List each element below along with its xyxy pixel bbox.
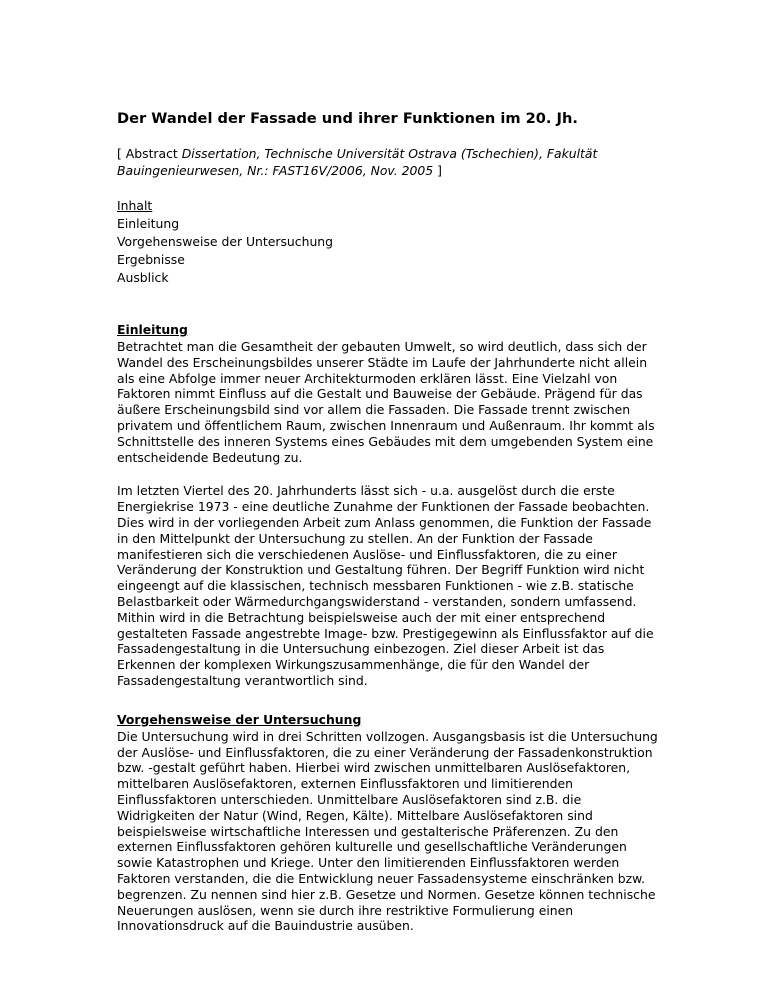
paragraph-line: Die Untersuchung wird in drei Schritten vollzogen. Ausgangsbasis ist die Untersuchung xyxy=(117,728,658,744)
toc-item-ausblick: Ausblick xyxy=(117,270,169,285)
toc-item-einleitung: Einleitung xyxy=(117,216,180,231)
paragraph-line: privatem und öffentlichem Raum, zwischen Innenraum und Außenraum. Ihr kommt als xyxy=(117,417,655,433)
section-heading: Vorgehensweise der Untersuchung xyxy=(117,711,362,727)
paragraph-line: gestalteten Fassade angestrebte Image- bzw. Prestigegewinn als Einflussfaktor auf die xyxy=(117,625,654,641)
abstract-citation xyxy=(117,145,662,179)
paragraph-line: Erkennen der komplexen Wirkungszusammenhänge, die für den Wandel der xyxy=(117,657,590,673)
paragraph-line: Dies wird in der vorliegenden Arbeit zum Anlass genommen, die Funktion der Fassade xyxy=(117,514,652,530)
section-heading: Einleitung xyxy=(117,322,188,337)
paragraph-line: sowie Katastrophen und Kriege. Unter den limitierenden Einflussfaktoren werden xyxy=(117,855,620,871)
paragraph-line: eingeengt auf die klassischen, technisch messbaren Funktionen - wie z.B. statische xyxy=(117,578,634,594)
paragraph-line: Mithin wird in die Betrachtung beispielsweise auch der mit einer entsprechend xyxy=(117,609,606,625)
paragraph xyxy=(117,483,662,688)
paragraph xyxy=(117,729,662,934)
paragraph-line: Fassadengestaltung in die Untersuchung einbezogen. Ziel dieser Arbeit ist das xyxy=(117,641,605,657)
paragraph-line: Schnittstelle des inneren Systems eines Gebäudes mit dem umgebenden System eine xyxy=(117,433,654,449)
toc-item-ergebnisse: Ergebnisse xyxy=(117,252,185,267)
paragraph-line: begrenzen. Zu nennen sind hier z.B. Gesetze und Normen. Gesetze können technische xyxy=(117,886,656,902)
paragraph-line: Veränderung der Konstruktion und Gestaltung führen. Der Begriff Funktion wird nicht xyxy=(117,562,645,578)
abstract-close: ] xyxy=(433,163,442,178)
document-page xyxy=(117,110,662,934)
paragraph-line: beispielsweise wirtschaftliche Interessen und gestalterische Präferenzen. Zu den xyxy=(117,823,619,839)
paragraph-line: Betrachtet man die Gesamtheit der gebauten Umwelt, so wird deutlich, dass sich der xyxy=(117,339,647,354)
toc-heading: Inhalt xyxy=(117,198,153,213)
document-body xyxy=(117,321,662,934)
paragraph-line: Widrigkeiten der Natur (Wind, Regen, Kälte). Mittelbare Auslösefaktoren sind xyxy=(117,807,593,823)
abstract-source-line-2: Bauingenieurwesen, Nr.: FAST16V/2006, Nov. 2005 xyxy=(117,163,434,178)
abstract-open: [ Abstract xyxy=(117,146,182,161)
abstract-source-line-1: Dissertation, Technische Universität Ostrava (Tschechien), Fakultät xyxy=(181,146,598,161)
document-title: Der Wandel der Fassade und ihrer Funktionen im 20. Jh. xyxy=(117,110,578,127)
paragraph-line: Einflussfaktoren unterschieden. Unmittelbare Auslösefaktoren sind z.B. die xyxy=(117,791,582,807)
paragraph-line: Wandel des Erscheinungsbildes unserer Städte im Laufe der Jahrhunderte nicht allein xyxy=(117,354,648,370)
paragraph-line: als eine Abfolge immer neuer Architekturmoden erklären lässt. Eine Vielzahl von xyxy=(117,370,618,386)
paragraph-line: Faktoren verstanden, die die Entwicklung neuer Fassadensysteme einschränken bzw. xyxy=(117,870,646,886)
paragraph-line: Fassadengestaltung verantwortlich sind. xyxy=(117,672,368,688)
paragraph-line: Neuerungen auslösen, wenn sie durch ihre restriktive Formulierung einen xyxy=(117,902,574,918)
section-1 xyxy=(117,711,662,934)
paragraph-line: in den Mittelpunkt der Untersuchung zu stellen. An der Funktion der Fassade xyxy=(117,530,593,546)
paragraph-line: mittelbaren Auslösefaktoren, externen Einflussfaktoren und limitierenden xyxy=(117,776,573,792)
toc-item-vorgehensweise: Vorgehensweise der Untersuchung xyxy=(117,234,334,249)
paragraph xyxy=(117,339,662,465)
paragraph-line: Energiekrise 1973 - eine deutliche Zunahme der Funktionen der Fassade beobachten. xyxy=(117,499,650,515)
paragraph-line: der Auslöse- und Einflussfaktoren, die zu einer Veränderung der Fassadenkonstruktion xyxy=(117,744,653,760)
paragraph-line: Im letzten Viertel des 20. Jahrhunderts lässt sich - u.a. ausgelöst durch die erste xyxy=(117,483,615,499)
paragraph-line: Belastbarkeit oder Wärmedurchgangswiderstand - verstanden, sondern umfassend. xyxy=(117,593,637,609)
paragraph-line: Faktoren nimmt Einfluss auf die Gestalt und Bauweise der Gebäude. Prägend für das xyxy=(117,386,643,402)
table-of-contents xyxy=(117,197,662,287)
paragraph-line: manifestieren sich die verschiedenen Auslöse- und Einflussfaktoren, die zu einer xyxy=(117,546,617,562)
paragraph-line: entscheidende Bedeutung zu. xyxy=(117,449,303,465)
paragraph-line: bzw. -gestalt geführt haben. Hierbei wird zwischen unmittelbaren Auslösefaktoren, xyxy=(117,760,631,776)
paragraph-line: externen Einflussfaktoren gehören kulturelle und gesellschaftliche Veränderungen xyxy=(117,839,627,855)
paragraph-line: äußere Erscheinungsbild sind vor allem die Fassaden. Die Fassade trennt zwischen xyxy=(117,402,631,418)
section-0 xyxy=(117,321,662,689)
paragraph-line: Innovationsdruck auf die Bauindustrie ausüben. xyxy=(117,918,414,934)
